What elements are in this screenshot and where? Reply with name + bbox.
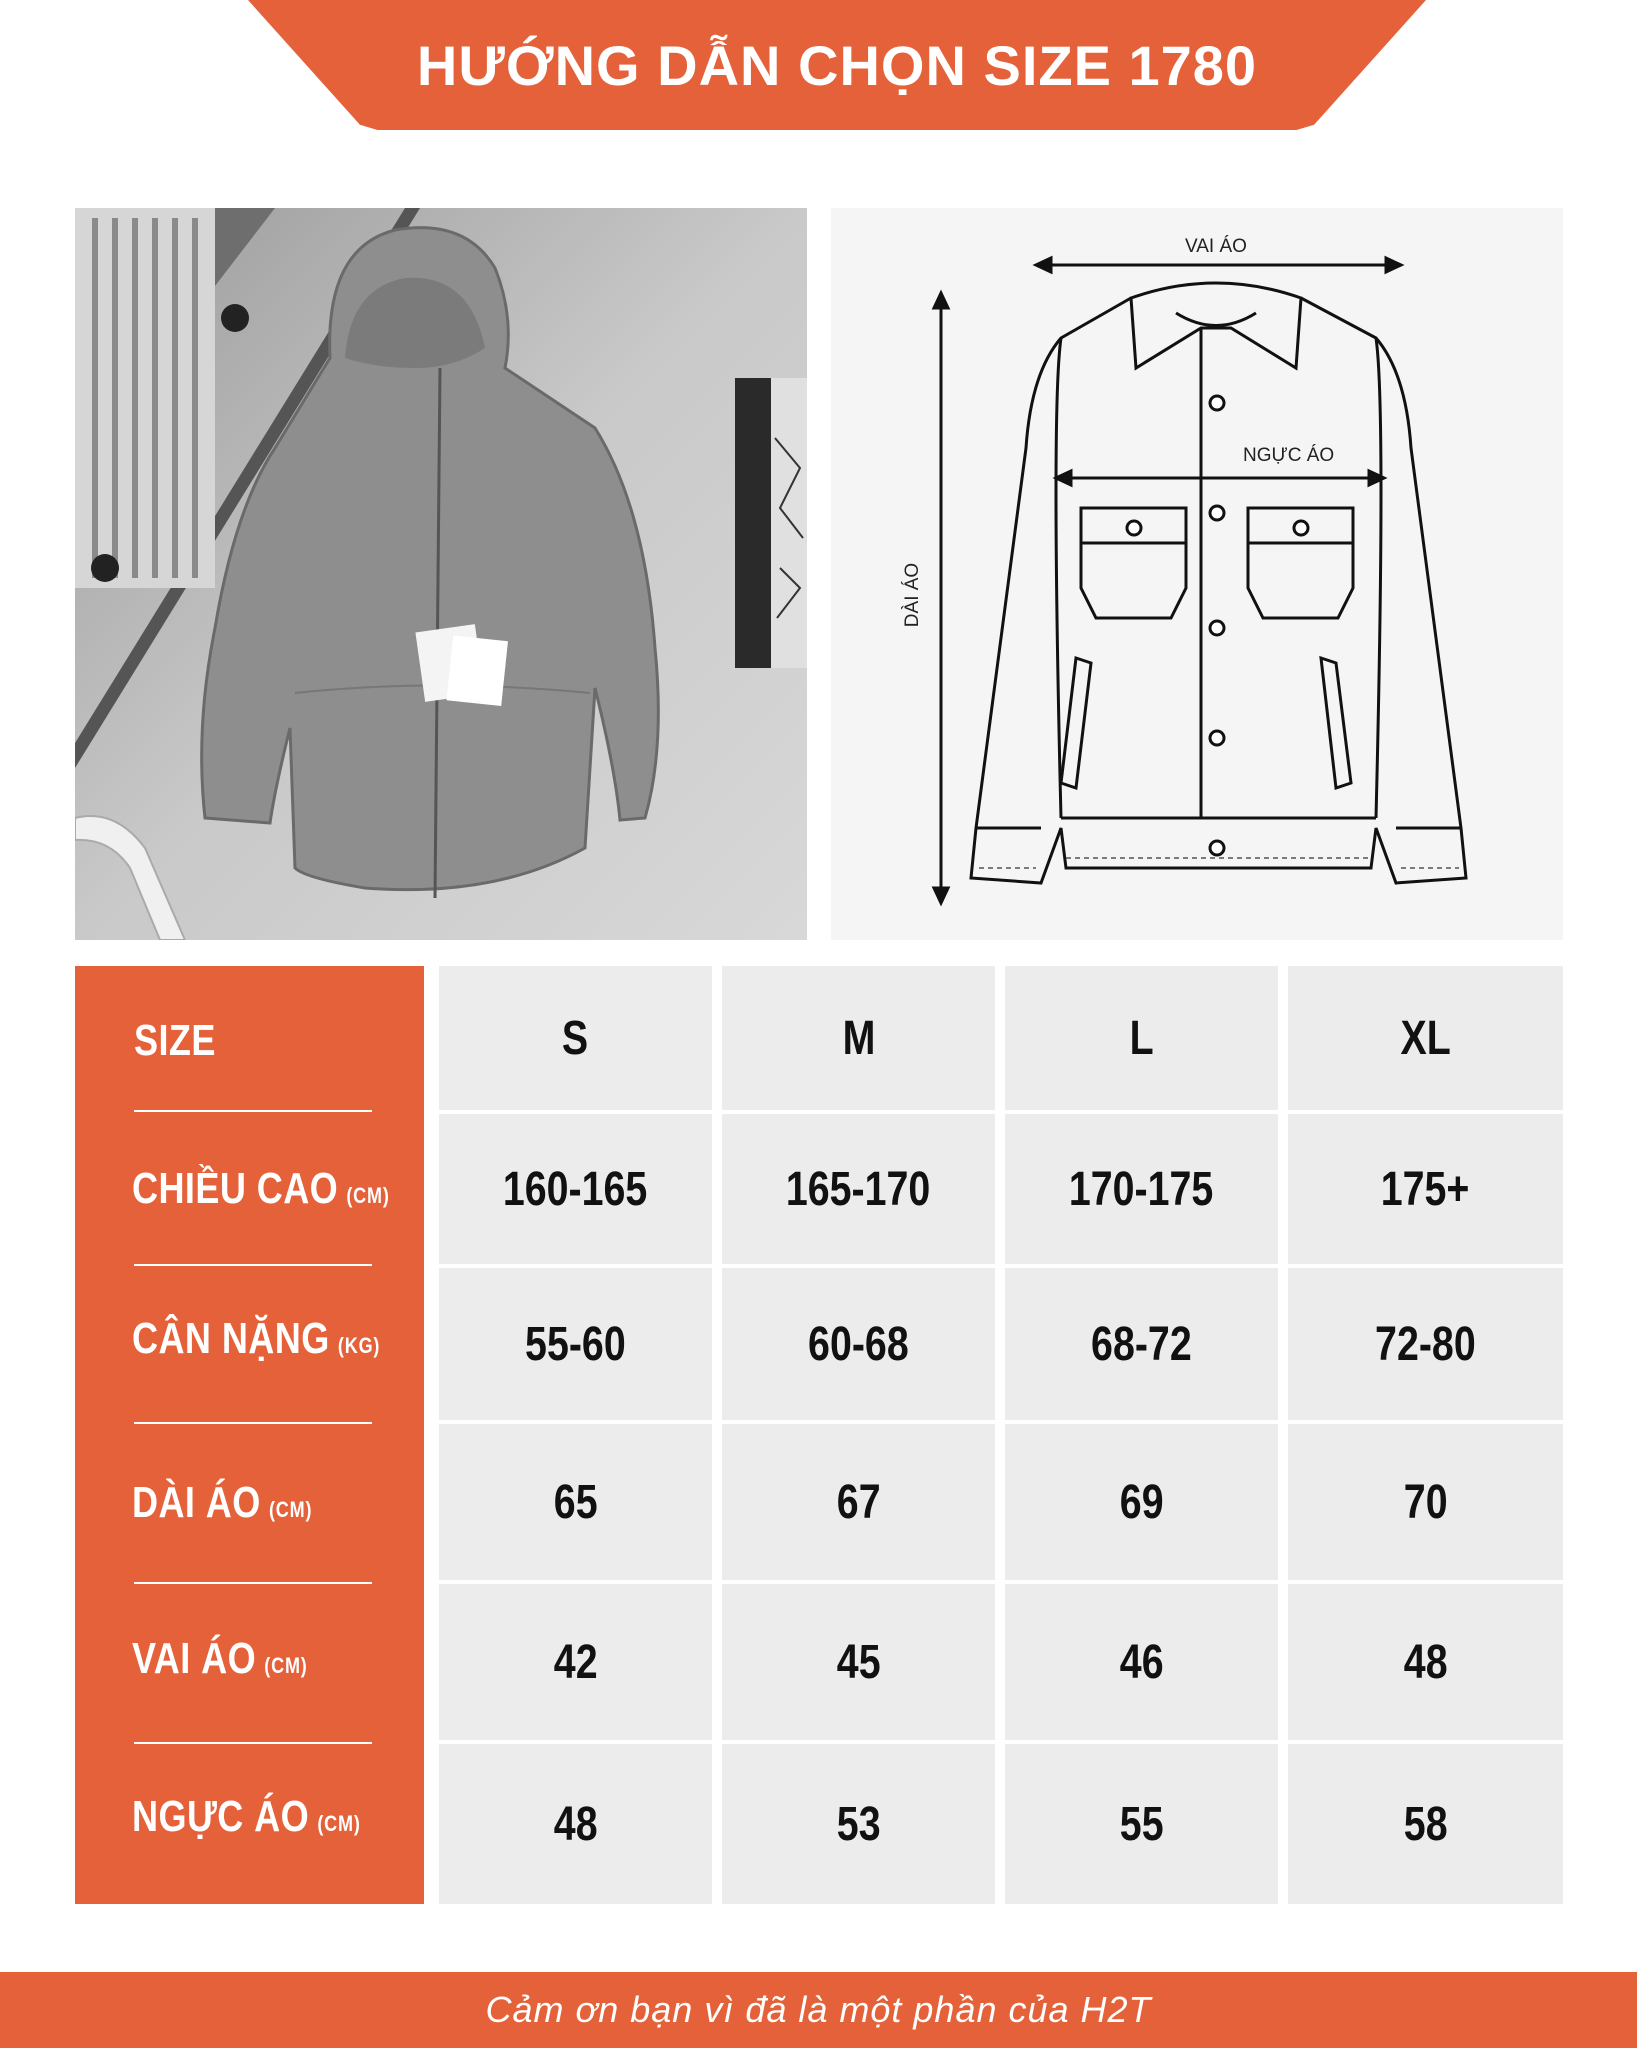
row-unit-weight: (KG) bbox=[337, 1333, 381, 1358]
table-cell bbox=[1005, 1424, 1278, 1580]
table-cell-text: 55 bbox=[1119, 1797, 1164, 1851]
size-header-xl bbox=[1288, 966, 1563, 1110]
table-cell bbox=[722, 1584, 995, 1740]
row-label-length bbox=[132, 1478, 312, 1528]
table-cell bbox=[1005, 1584, 1278, 1740]
chest-label: NGỰC ÁO bbox=[1243, 445, 1335, 466]
table-cell-text: 55-60 bbox=[525, 1317, 626, 1371]
table-cell-text: 67 bbox=[836, 1475, 881, 1529]
table-cell bbox=[722, 1114, 995, 1264]
row-label-shoulder-text: VAI ÁO bbox=[132, 1634, 257, 1683]
row-unit-shoulder: (CM) bbox=[264, 1653, 308, 1678]
table-cell bbox=[439, 1744, 712, 1904]
table-cell-text: 48 bbox=[553, 1797, 598, 1851]
row-label-weight bbox=[132, 1314, 380, 1364]
size-header-m bbox=[722, 966, 995, 1110]
table-cell bbox=[722, 1424, 995, 1580]
row-divider bbox=[134, 1742, 372, 1744]
size-header-m-text: M bbox=[842, 1011, 875, 1065]
table-cell-text: 70 bbox=[1403, 1475, 1448, 1529]
table-cell bbox=[439, 1424, 712, 1580]
length-label: DÀI ÁO bbox=[902, 562, 924, 628]
table-cell bbox=[722, 1268, 995, 1420]
row-unit-height: (CM) bbox=[346, 1183, 390, 1208]
row-unit-length: (CM) bbox=[268, 1497, 313, 1522]
table-cell bbox=[439, 1114, 712, 1264]
table-cell bbox=[1288, 1744, 1563, 1904]
table-cell-text: 53 bbox=[836, 1797, 881, 1851]
table-cell bbox=[1005, 1744, 1278, 1904]
table-cell-text: 175+ bbox=[1381, 1162, 1470, 1216]
table-cell-text: 165-170 bbox=[786, 1162, 931, 1216]
jacket-outline-diagram bbox=[831, 208, 1563, 940]
size-header-s bbox=[439, 966, 712, 1110]
table-cell-text: 46 bbox=[1119, 1635, 1164, 1689]
table-cell bbox=[722, 1744, 995, 1904]
table-cell bbox=[1288, 1268, 1563, 1420]
size-header-xl-text: XL bbox=[1400, 1011, 1451, 1065]
table-cell bbox=[1288, 1424, 1563, 1580]
row-label-length-text: DÀI ÁO bbox=[132, 1478, 261, 1527]
size-header-l bbox=[1005, 966, 1278, 1110]
row-label-shoulder bbox=[132, 1634, 308, 1684]
table-cell bbox=[439, 1584, 712, 1740]
row-label-weight-text: CÂN NẶNG bbox=[132, 1314, 330, 1363]
row-divider bbox=[134, 1110, 372, 1112]
book-icon bbox=[735, 378, 807, 668]
table-cell-text: 69 bbox=[1119, 1475, 1164, 1529]
size-header-l-text: L bbox=[1129, 1011, 1154, 1065]
measurement-diagram bbox=[831, 208, 1563, 940]
table-cell-text: 68-72 bbox=[1091, 1317, 1192, 1371]
size-header-label: SIZE bbox=[134, 1016, 216, 1065]
product-photo bbox=[75, 208, 807, 940]
row-divider bbox=[134, 1582, 372, 1584]
table-cell-text: 60-68 bbox=[808, 1317, 909, 1371]
table-cell bbox=[1288, 1114, 1563, 1264]
table-cell bbox=[1005, 1268, 1278, 1420]
row-header-column bbox=[75, 966, 424, 1904]
table-cell-text: 160-165 bbox=[503, 1162, 648, 1216]
table-cell-text: 170-175 bbox=[1069, 1162, 1214, 1216]
table-cell-text: 48 bbox=[1403, 1635, 1448, 1689]
row-unit-chest: (CM) bbox=[317, 1811, 361, 1836]
page-title: HƯỚNG DẪN CHỌN SIZE 1780 bbox=[416, 33, 1258, 97]
size-table bbox=[75, 966, 1563, 1904]
row-label-height bbox=[132, 1164, 390, 1214]
table-cell-text: 45 bbox=[836, 1635, 881, 1689]
table-cell-text: 58 bbox=[1403, 1797, 1448, 1851]
table-cell-text: 42 bbox=[553, 1635, 598, 1689]
row-divider bbox=[134, 1264, 372, 1266]
row-label-height-text: CHIỀU CAO bbox=[132, 1164, 339, 1213]
footer-banner bbox=[0, 1972, 1637, 2048]
table-cell-text: 72-80 bbox=[1375, 1317, 1476, 1371]
size-header-s-text: S bbox=[562, 1011, 589, 1065]
table-cell bbox=[1005, 1114, 1278, 1264]
table-cell bbox=[1288, 1584, 1563, 1740]
row-label-chest-text: NGỰC ÁO bbox=[132, 1792, 310, 1841]
row-label-chest bbox=[132, 1792, 361, 1842]
jacket-photo-illustration bbox=[75, 208, 807, 940]
row-divider bbox=[134, 1422, 372, 1424]
footer-text: Cảm ơn bạn vì đã là một phần của H2T bbox=[485, 1989, 1152, 2030]
table-cell bbox=[439, 1268, 712, 1420]
table-cell-text: 65 bbox=[553, 1475, 598, 1529]
shoulder-label: VAI ÁO bbox=[1185, 236, 1247, 257]
